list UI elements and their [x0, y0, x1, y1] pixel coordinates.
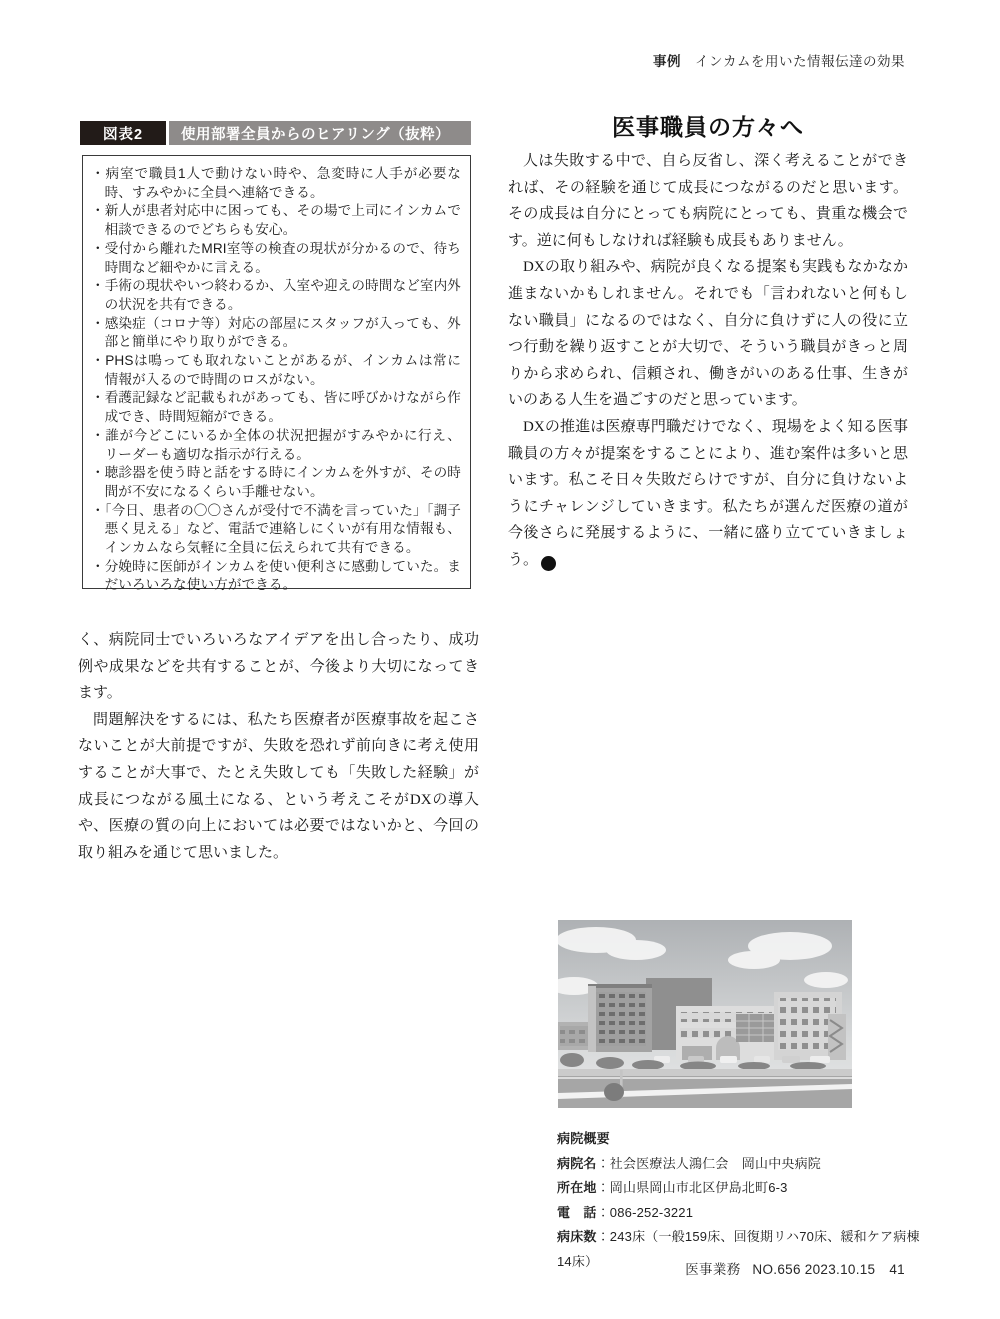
overview-row: [557, 1201, 922, 1226]
footer-journal: 医事業務: [685, 1262, 741, 1277]
list-item: ・病室で職員1人で動けない時や、急変時に人手が必要な時、すみやかに全員へ連絡できる。: [91, 166, 461, 200]
overview-label: 所在地: [557, 1180, 597, 1195]
list-item: ・分娩時に医師がインカムを使い便利さに感動していた。まだいろいろな使い方ができる。: [91, 558, 461, 593]
list-item: ・PHSは鳴っても取れないことがあるが、インカムは常に情報が入るので時間のロスがない。: [91, 353, 461, 387]
figure-heading-bar: [80, 121, 471, 145]
list-item: ・受付から離れたMRI室等の検査の現状が分かるので、待ち時間など細やかに言える。: [91, 240, 461, 275]
hospital-photo: [558, 920, 852, 1108]
list-item: ・誰が今どこにいるか全体の状況把握がすみやかに行え、リーダーも適切な指示が行える。: [91, 427, 461, 462]
running-head-category: 事例: [653, 54, 681, 69]
overview-value: ：243床（一般159床、回復期リハ70床、緩和ケア病棟14床）: [557, 1229, 920, 1269]
overview-row: [557, 1152, 922, 1177]
list-item: ・看護記録など記載もれがあっても、皆に呼びかけながら作成でき、時間短縮ができる。: [91, 390, 461, 425]
left-column-body: [78, 627, 479, 866]
footer-issue: NO.656 2023.10.15: [752, 1262, 876, 1277]
running-head: [653, 50, 905, 70]
article-end-mark-icon: M: [541, 556, 556, 571]
list-item: ・聴診器を使う時と話をする時にインカムを外すが、その時間が不安になるくらい手離せない。: [91, 465, 461, 499]
list-item: ・「今日、患者の〇〇さんが受付で不満を言っていた」「調子悪く見える」など、電話で連絡しにくいが有用な情報も、インカムなら気軽に全員に伝えられて共有できる。: [91, 502, 461, 556]
overview-title: 病院概要: [557, 1131, 610, 1146]
paragraph: [508, 414, 908, 574]
running-head-title: インカムを用いた情報伝達の効果: [695, 54, 905, 69]
list-item: ・手術の現状やいつ終わるか、入室や迎えの時間など室内外の状況を共有できる。: [91, 278, 461, 312]
paragraph: DXの取り組みや、病院が良くなる提案も実践もなかなか進まないかもしれません。それでも「言われないと何もしない職員」になるのではなく、自分に負けずに人の役に立つ行動を繰り返すことが大切で、そういう職員がきっと周りから求められ、信頼され、働きがいのある仕事、生きがいのある人生を過ごすのだと思っています。: [508, 259, 908, 409]
paragraph-text: DXの推進は医療専門職だけでなく、現場をよく知る医事職員の方々が提案をすることにより、進む案件は多いと思います。私こそ日々失敗だらけですが、自分に負けないようにチャレンジしていきます。私たちが選んだ医療の道が今後さらに発展するように、一緒に盛り立てていきましょう。: [508, 418, 908, 568]
section-title: 医事職員の方々へ: [612, 114, 804, 140]
hospital-photo-illustration: [558, 920, 852, 1108]
hearing-list: [91, 165, 461, 595]
paragraph: 問題解決をするには、私たち医療者が医療事故を起こさないことが大前提ですが、失敗を恐れず前向きに考え使用することが大事で、たとえ失敗しても「失敗した経験」が成長につながる風土になる、という考えこそがDXの導入や、医療の質の向上においては必要ではないかと、今回の取り組みを通じて思いました。: [78, 711, 479, 861]
paragraph: く、病院同士でいろいろなアイデアを出し合ったり、成功例や成果などを共有することが、今後より大切になってきます。: [78, 632, 479, 702]
hospital-overview: [557, 1127, 922, 1274]
overview-value: ：岡山県岡山市北区伊島北町6-3: [596, 1180, 788, 1195]
overview-row: [557, 1176, 922, 1201]
footer-page-number: 41: [889, 1262, 905, 1277]
figure-box: [82, 155, 471, 593]
paragraph: 人は失敗する中で、自ら反省し、深く考えることができれば、その経験を通じて成長につながるのだと思います。その成長は自分にとっても病院にとっても、貴重な機会です。逆に何もしなければ経験も成長もありません。: [508, 153, 908, 249]
page-footer: [685, 1258, 905, 1278]
right-column-body: [508, 148, 908, 574]
overview-value: ：社会医療法人鴻仁会 岡山中央病院: [596, 1155, 822, 1171]
figure-tag: 図表2: [80, 121, 166, 145]
overview-label: 病院名: [557, 1155, 597, 1171]
figure-title: 使用部署全員からのヒアリング（抜粋）: [169, 121, 471, 145]
list-item: ・感染症（コロナ等）対応の部屋にスタッフが入っても、外部と簡単にやり取りができる。: [91, 315, 461, 350]
overview-label: 電 話: [557, 1204, 597, 1220]
list-item: ・新人が患者対応中に困っても、その場で上司にインカムで相談できるのでどちらも安心。: [91, 203, 461, 238]
overview-value: ：086-252-3221: [596, 1204, 694, 1220]
overview-label: 病床数: [557, 1229, 597, 1244]
